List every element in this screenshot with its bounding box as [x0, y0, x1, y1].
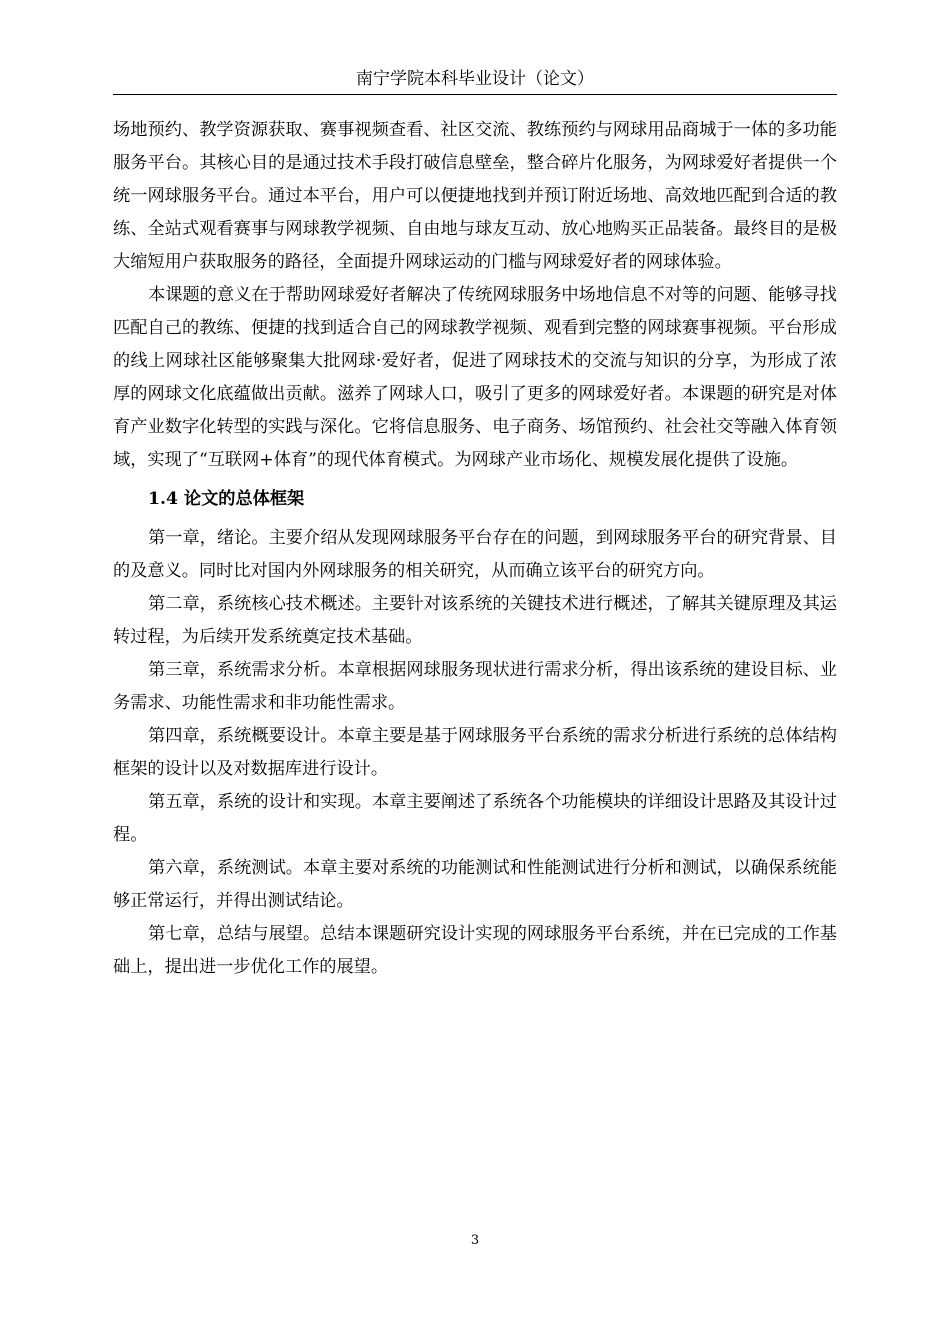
page-header: [113, 64, 837, 95]
chapter-1-paragraph: 第一章，绪论。主要介绍从发现网球服务平台存在的问题，到网球服务平台的研究背景、目的及意义。同时比对国内外网球服务的相关研究，从而确立该平台的研究方向。: [113, 528, 837, 581]
chapter-2-paragraph: 第二章，系统核心技术概述。主要针对该系统的关键技术进行概述，了解其关键原理及其运转过程，为后续开发系统奠定技术基础。: [113, 594, 837, 647]
chapter-7-paragraph: 第七章，总结与展望。总结本课题研究设计实现的网球服务平台系统，并在已完成的工作基础上，提出进一步优化工作的展望。: [113, 924, 837, 977]
page-number: 3: [470, 1233, 480, 1248]
document-body: [113, 114, 837, 984]
chapter-4-paragraph: 第四章，系统概要设计。本章主要是基于网球服务平台系统的需求分析进行系统的总体结构框架的设计以及对数据库进行设计。: [113, 726, 837, 779]
intro-paragraph: 场地预约、教学资源获取、赛事视频查看、社区交流、教练预约与网球用品商城于一体的多功能服务平台。其核心目的是通过技术手段打破信息壁垒，整合碎片化服务，为网球爱好者提供一个统一网球服务平台。通过本平台，用户可以便捷地找到并预订附近场地、高效地匹配到合适的教练、全站式观看赛事与网球教学视频、自由地与球友互动、放心地购买正品装备。最终目的是极大缩短用户获取服务的路径，全面提升网球运动的门槛与网球爱好者的网球体验。: [113, 120, 837, 272]
chapter-3-paragraph: 第三章，系统需求分析。本章根据网球服务现状进行需求分析，得出该系统的建设目标、业务需求、功能性需求和非功能性需求。: [113, 660, 837, 713]
significance-paragraph: 本课题的意义在于帮助网球爱好者解决了传统网球服务中场地信息不对等的问题、能够寻找匹配自己的教练、便捷的找到适合自己的网球教学视频、观看到完整的网球赛事视频。平台形成的线上网球社区能够聚集大批网球·爱好者，促进了网球技术的交流与知识的分享，为形成了浓厚的网球文化底蕴做出贡献。滋养了网球人口，吸引了更多的网球爱好者。本课题的研究是对体育产业数字化转型的实践与深化。它将信息服务、电子商务、场馆预约、社会社交等融入体育领域，实现了“互联网+体育”的现代体育模式。为网球产业市场化、规模发展化提供了设施。: [113, 285, 837, 470]
chapter-6-paragraph: 第六章，系统测试。本章主要对系统的功能测试和性能测试进行分析和测试，以确保系统能够正常运行，并得出测试结论。: [113, 858, 837, 911]
header-title: 南宁学院本科毕业设计（论文）: [356, 69, 594, 89]
section-heading: 1.4 论文的总体框架: [148, 489, 305, 509]
chapter-5-paragraph: 第五章，系统的设计和实现。本章主要阐述了系统各个功能模块的详细设计思路及其设计过程。: [113, 792, 837, 845]
